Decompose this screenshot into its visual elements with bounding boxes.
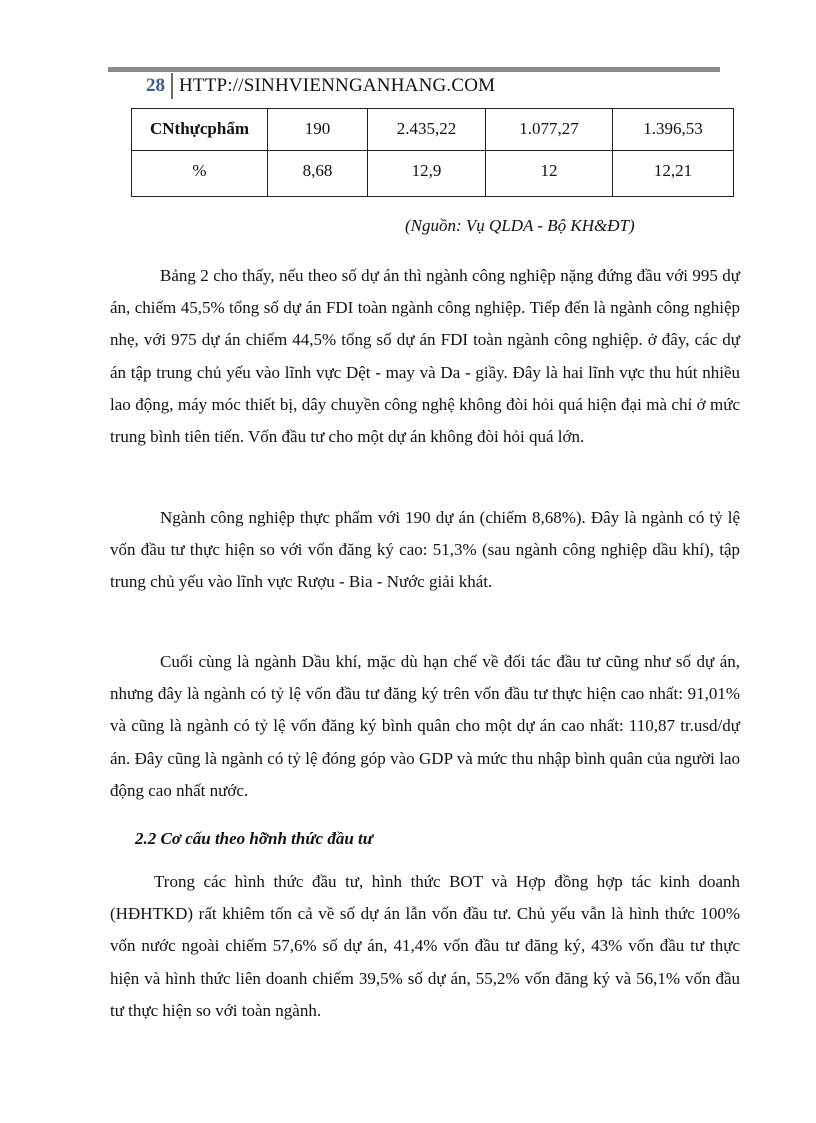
table-cell: 8,68 — [268, 151, 368, 197]
paragraph-2: Ngành công nghiệp thực phẩm với 190 dự án (chiếm 8,68%). Đây là ngành có tỷ lệ vốn đầu tư thực hiện so với vốn đăng ký cao: 51,3% (sau ngành công nghiệp dầu khí), tập trung chủ yếu vào lĩnh vực Rượu - Bia - Nước giải khát. — [110, 508, 740, 592]
paragraph-4: Trong các hình thức đầu tư, hình thức BOT và Hợp đồng hợp tác kinh doanh (HĐHTKD) rất khiêm tốn cả về số dự án lẫn vốn đầu tư. Chủ yếu vẫn là hình thức 100% vốn nước ngoài chiếm 57,6% số dự án, 41,4% vốn đầu tư đăng ký, 43% vốn đầu tư thực hiện và hình thức liên doanh chiếm 39,5% số dự án, 55,2% vốn đăng ký và 56,1% vốn đầu tư thực hiện so với toàn ngành. — [110, 872, 740, 1020]
data-table — [131, 108, 734, 197]
table-cell: CNthựcphẩm — [132, 109, 268, 151]
table-cell: 12,21 — [613, 151, 734, 197]
paragraph-3: Cuối cùng là ngành Dầu khí, mặc dù hạn chế về đối tác đầu tư cũng như số dự án, nhưng đây là ngành có tỷ lệ vốn đầu tư đăng ký trên vốn đầu tư thực hiện cao nhất: 91,01% và cũng là ngành có tỷ lệ vốn đăng ký bình quân cho một dự án cao nhất: 110,87 tr.usd/dự án. Đây cũng là ngành có tỷ lệ đóng góp vào GDP và mức thu nhập bình quân của người lao động cao nhất nước. — [110, 652, 740, 800]
section-heading: 2.2 Cơ cấu theo hỡnh thức đầu tư — [135, 829, 373, 848]
table-cell: 12,9 — [368, 151, 486, 197]
header-separator — [171, 73, 173, 99]
table-cell: % — [132, 151, 268, 197]
table-row — [132, 151, 734, 197]
page-header — [146, 72, 495, 100]
table-cell: 2.435,22 — [368, 109, 486, 151]
table-cell: 12 — [486, 151, 613, 197]
table-cell: 1.396,53 — [613, 109, 734, 151]
page-number: 28 — [146, 75, 165, 96]
source-note: (Nguồn: Vụ QLDA - Bộ KH&ĐT) — [405, 216, 635, 235]
site-url: HTTP://SINHVIENNGANHANG.COM — [179, 75, 496, 96]
paragraph-1: Bảng 2 cho thấy, nếu theo số dự án thì ngành công nghiệp nặng đứng đầu với 995 dự án, chiếm 45,5% tổng số dự án FDI toàn ngành công nghiệp. Tiếp đến là ngành công nghiệp nhẹ, với 975 dự án chiếm 44,5% tổng số dự án FDI toàn ngành công nghiệp. ở đây, các dự án tập trung chủ yếu vào lĩnh vực Dệt - may và Da - giầy. Đây là hai lĩnh vực thu hút nhiều lao động, máy móc thiết bị, dây chuyền công nghệ không đòi hỏi quá hiện đại mà chỉ ở mức trung bình tiên tiến. Vốn đầu tư cho một dự án không đòi hỏi quá lớn. — [110, 266, 740, 447]
table-row — [132, 109, 734, 151]
table-cell: 1.077,27 — [486, 109, 613, 151]
table-cell: 190 — [268, 109, 368, 151]
